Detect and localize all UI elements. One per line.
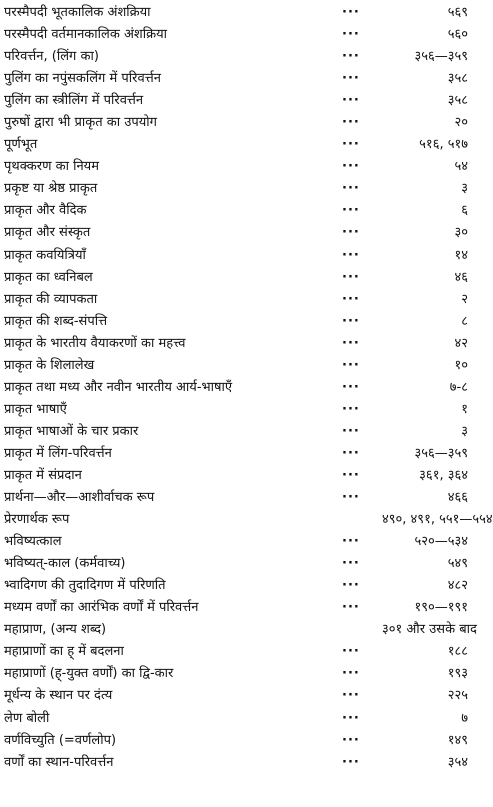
index-entry: [4, 134, 468, 156]
entry-page-numbers: ८: [461, 313, 468, 329]
entry-term: भविष्यत्काल: [4, 534, 62, 550]
entry-page-numbers: ४६: [454, 269, 468, 285]
entry-page-numbers: ३: [461, 423, 468, 439]
entry-page-numbers: ७-८: [449, 379, 468, 395]
entry-page-numbers: ५६९: [447, 5, 468, 21]
entry-term: भ्वादिगण की तुदादिगण में परिणति: [4, 578, 166, 594]
leader-dots: ···: [342, 556, 360, 572]
entry-term: पुरुषों द्वारा भी प्राकृत का उपयोग: [4, 115, 157, 131]
index-entry: [4, 156, 468, 178]
index-entry: [4, 2, 468, 24]
leader-dots: ···: [342, 159, 360, 175]
entry-term: प्राकृत के शिलालेख: [4, 357, 95, 373]
entry-page-numbers: ३०१ और उसके बाद: [382, 622, 477, 638]
index-entry: [4, 443, 468, 465]
leader-dots: ···: [342, 27, 360, 43]
entry-term: प्राकृत और संस्कृत: [4, 225, 91, 241]
index-entry: [4, 708, 468, 730]
entry-page-numbers: ५४९: [447, 556, 468, 572]
leader-dots: ···: [342, 291, 360, 307]
index-entry: [4, 685, 468, 707]
entry-term: प्राकृत और वैदिक: [4, 203, 87, 219]
entry-term: महाप्राण, (अन्य शब्द): [4, 622, 107, 638]
entry-term: प्राकृत की शब्द-संपत्ति: [4, 313, 108, 329]
entry-page-numbers: १०: [454, 357, 468, 373]
leader-dots: ···: [342, 490, 360, 506]
entry-page-numbers: १: [461, 401, 468, 417]
entry-term: प्राकृत भाषाओं के चार प्रकार: [4, 423, 139, 439]
entry-term: पुलिंग का नपुंसकलिंग में परिवर्त्तन: [4, 71, 161, 87]
index-entry: [4, 24, 468, 46]
index-entry: [4, 267, 468, 289]
leader-dots: ···: [342, 225, 360, 241]
entry-page-numbers: ४६६: [447, 490, 468, 506]
entry-page-numbers: ४८२: [447, 578, 468, 594]
index-entry: [4, 553, 468, 575]
index-entry: [4, 509, 493, 531]
entry-page-numbers: ३५६—३५९: [414, 445, 468, 461]
entry-term: वर्णों का स्थान-परिवर्त्तन: [4, 754, 114, 770]
entry-term: मूर्धन्य के स्थान पर दंत्य: [4, 688, 113, 704]
index-entry: [4, 641, 468, 663]
index-entry: [4, 289, 468, 311]
entry-term: प्राकृत भाषाएँ: [4, 401, 67, 417]
entry-term: महाप्राणों का ह् में बदलना: [4, 644, 124, 660]
leader-dots: ···: [342, 600, 360, 616]
index-entry: [4, 465, 468, 487]
entry-page-numbers: १९०—१९१: [414, 600, 468, 616]
entry-page-numbers: ४२: [454, 335, 468, 351]
entry-page-numbers: ३: [461, 181, 468, 197]
leader-dots: ···: [342, 644, 360, 660]
leader-dots: ···: [342, 137, 360, 153]
entry-term: पुलिंग का स्त्रीलिंग में परिवर्त्तन: [4, 93, 144, 109]
index-entry: [4, 531, 468, 553]
leader-dots: ···: [342, 247, 360, 263]
leader-dots: ···: [342, 423, 360, 439]
entry-term: पृथक्करण का नियम: [4, 159, 99, 175]
index-entry: [4, 619, 477, 641]
entry-term: प्राकृत में लिंग-परिवर्त्तन: [4, 445, 112, 461]
leader-dots: ···: [342, 710, 360, 726]
leader-dots: ···: [342, 445, 360, 461]
index-entry: [4, 575, 468, 597]
entry-term: प्रार्थना—और—आशीर्वाचक रूप: [4, 490, 155, 506]
entry-page-numbers: २२५: [447, 688, 468, 704]
leader-dots: ···: [342, 468, 360, 483]
entry-page-numbers: ३६१, ३६४: [419, 468, 468, 483]
entry-term: प्राकृत के भारतीय वैयाकरणों का महत्त्व: [4, 335, 186, 351]
entry-term: महाप्राणों (ह्-युक्त वर्णों) का द्वि-कार: [4, 666, 174, 682]
leader-dots: ···: [342, 379, 360, 395]
index-entry: [4, 663, 468, 685]
leader-dots: ···: [342, 534, 360, 550]
leader-dots: ···: [342, 269, 360, 285]
entry-page-numbers: २: [461, 291, 468, 307]
index-entry: [4, 355, 468, 377]
leader-dots: ···: [342, 203, 360, 219]
leader-dots: ···: [342, 71, 360, 87]
entry-term: प्रकृष्ट या श्रेष्ठ प्राकृत: [4, 181, 98, 197]
leader-dots: ···: [342, 688, 360, 704]
entry-term: प्रेरणार्थक रूप: [4, 512, 70, 528]
entry-page-numbers: १४: [454, 247, 468, 263]
entry-page-numbers: ३५८: [447, 93, 468, 109]
index-entry: [4, 178, 468, 200]
index-entry: [4, 46, 468, 68]
entry-page-numbers: ५४: [454, 159, 468, 175]
leader-dots: ···: [342, 732, 360, 748]
index-entry: [4, 311, 468, 333]
entry-page-numbers: ७: [461, 710, 468, 726]
index-entry: [4, 377, 468, 399]
index-entry: [4, 222, 468, 244]
entry-page-numbers: ५२०—५३४: [414, 534, 468, 550]
entry-page-numbers: २०: [454, 115, 468, 131]
entry-page-numbers: ३५८: [447, 71, 468, 87]
index-entry: [4, 730, 468, 752]
entry-term: परिवर्त्तन, (लिंग का): [4, 49, 99, 65]
entry-term: मध्यम वर्णों का आरंभिक वर्णों में परिवर्त्तन: [4, 600, 199, 616]
index-entry: [4, 68, 468, 90]
entry-page-numbers: ३५४: [447, 754, 468, 770]
index-entry: [4, 245, 468, 267]
leader-dots: ···: [342, 5, 360, 21]
entry-page-numbers: १९३: [447, 666, 468, 682]
leader-dots: ···: [342, 115, 360, 131]
index-entry: [4, 90, 468, 112]
index-entry: [4, 752, 468, 774]
entry-term: प्राकृत तथा मध्य और नवीन भारतीय आर्य-भाषाएँ: [4, 379, 233, 395]
leader-dots: ···: [342, 93, 360, 109]
leader-dots: ···: [342, 335, 360, 351]
index-entry: [4, 597, 468, 619]
leader-dots: ···: [342, 49, 360, 65]
entry-term: प्राकृत का ध्वनिबल: [4, 269, 93, 285]
leader-dots: ···: [342, 181, 360, 197]
entry-term: प्राकृत की व्यापकता: [4, 291, 98, 307]
entry-page-numbers: १४९: [447, 732, 468, 748]
leader-dots: ···: [342, 578, 360, 594]
index-entry: [4, 487, 468, 509]
leader-dots: ···: [342, 357, 360, 373]
index-entry: [4, 421, 468, 443]
entry-page-numbers: १८८: [447, 644, 468, 660]
entry-term: वर्णविच्युति (=वर्णलोप): [4, 732, 117, 748]
index-entry: [4, 333, 468, 355]
index-entry: [4, 112, 468, 134]
entry-term: प्राकृत में संप्रदान: [4, 468, 82, 483]
leader-dots: ···: [342, 401, 360, 417]
entry-page-numbers: ३०: [454, 225, 468, 241]
entry-page-numbers: ५१६, ५१७: [419, 137, 468, 153]
entry-term: परस्मैपदी वर्तमानकालिक अंशक्रिया: [4, 27, 167, 43]
entry-term: लेण बोली: [4, 710, 50, 726]
entry-page-numbers: ४९०, ४९१, ५५१—५५४: [382, 512, 493, 528]
entry-page-numbers: ६: [461, 203, 468, 219]
entry-term: परस्मैपदी भूतकालिक अंशक्रिया: [4, 5, 151, 21]
leader-dots: ···: [342, 666, 360, 682]
leader-dots: ···: [342, 754, 360, 770]
index-entry: [4, 399, 468, 421]
index-entry: [4, 200, 468, 222]
entry-term: भविष्यत्-काल (कर्मवाच्य): [4, 556, 126, 572]
entry-page-numbers: ३५६—३५९: [414, 49, 468, 65]
leader-dots: ···: [342, 313, 360, 329]
entry-term: प्राकृत कवयित्रियाँ: [4, 247, 86, 263]
entry-page-numbers: ५६०: [447, 27, 468, 43]
entry-term: पूर्णभूत: [4, 137, 38, 153]
